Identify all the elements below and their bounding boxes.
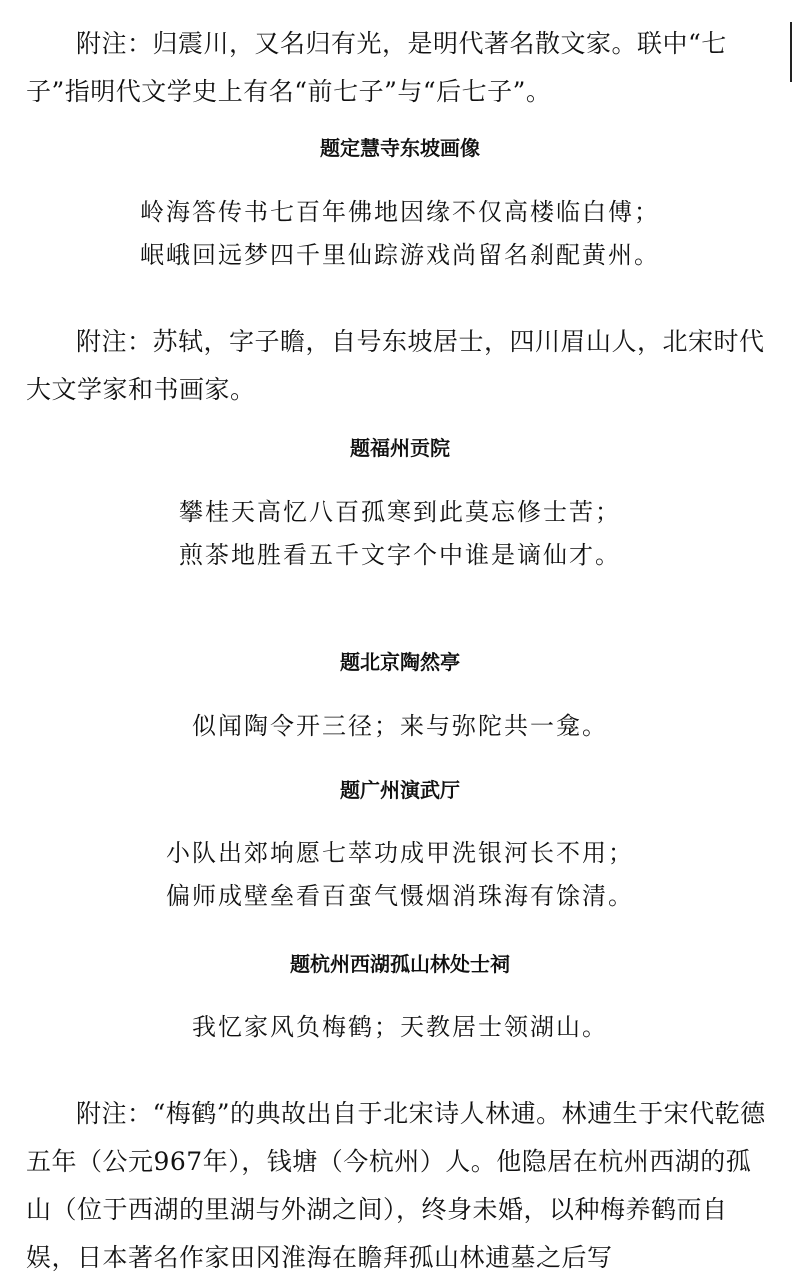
title-guangzhou-hall: 题广州演武厅 xyxy=(340,778,460,802)
note-lin-bu: 附注：“梅鹤”的典故出自于北宋诗人林逋。林逋生于宋代乾德五年（公元967年），钱塘（今杭州）人。他隐居在杭州西湖的孤山（位于西湖的里湖与外湖之间），终身未婚，以种梅养鹤而自娱，日本著名作家田冈淮海在瞻拜孤山林逋墓之后写 xyxy=(26,1099,766,1272)
couplet-line-1: 小队出郊垧愿七萃功成甲洗银河长不用； xyxy=(166,839,634,867)
couplet-line-2: 煎茶地胜看五千文字个中谁是谪仙才。 xyxy=(179,541,621,569)
couplet-line-1: 岭海答传书七百年佛地因缘不仅高楼临白傅； xyxy=(140,198,660,226)
couplet-line-1: 我忆家风负梅鹤；天教居士领湖山。 xyxy=(192,1013,608,1041)
title-taoran-pavilion: 题北京陶然亭 xyxy=(340,650,460,674)
couplet-line-2: 偏师成壁垒看百蛮气慑烟消珠海有馀清。 xyxy=(166,882,634,910)
title-fuzhou-gongyuan: 题福州贡院 xyxy=(350,436,450,460)
couplet-line-1: 攀桂天高忆八百孤寒到此莫忘修士苦； xyxy=(179,498,621,526)
couplet-line-2: 岷峨回远梦四千里仙踪游戏尚留名刹配黄州。 xyxy=(140,241,660,269)
title-lin-bu-shrine: 题杭州西湖孤山林处士祠 xyxy=(290,952,510,976)
title-dinghui-temple: 题定慧寺东坡画像 xyxy=(320,136,480,160)
note-gui-youguang: 附注：归震川，又名归有光，是明代著名散文家。联中“七子”指明代文学史上有名“前七子”与“后七子”。 xyxy=(26,29,727,106)
couplet-line-1: 似闻陶令开三径；来与弥陀共一龛。 xyxy=(192,712,608,740)
page-edge-mark xyxy=(790,22,792,82)
note-su-shi: 附注：苏轼，字子瞻，自号东坡居士，四川眉山人，北宋时代大文学家和书画家。 xyxy=(26,327,765,404)
